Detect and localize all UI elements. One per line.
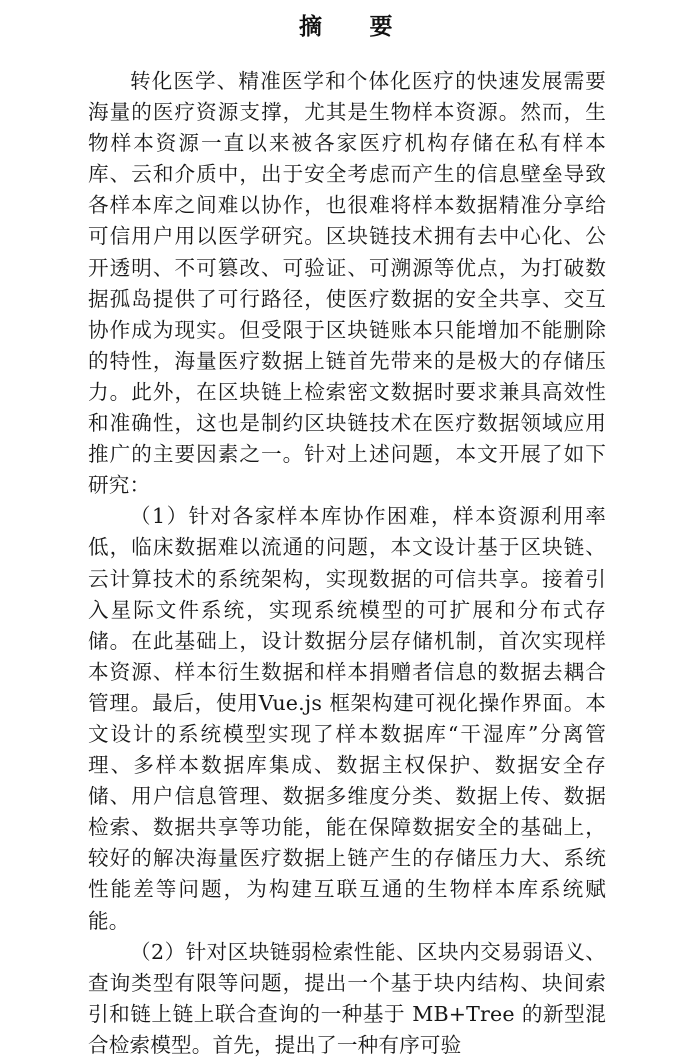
paragraph-research-item-2: （2）针对区块链弱检索性能、区块内交易弱语义、查询类型有限等问题，提出一个基于块内结构、块间索引和链上链上联合查询的一种基于 MB+Tree 的新型混合检索模型。首先，提出了一种有序可验 xyxy=(88,939,606,1057)
paragraph-research-item-1: （1）针对各家样本库协作困难，样本资源利用率低，临床数据难以流通的问题，本文设计基于区块链、云计算技术的系统架构，实现数据的可信共享。接着引入星际文件系统，实现系统模型的可扩展和分布式存储。在此基础上，设计数据分层存储机制，首次实现样本资源、样本衍生数据和样本捐赠者信息的数据去耦合管理。最后，使用Vue.js 框架构建可视化操作界面。本文设计的系统模型实现了样本数据库“干湿库”分离管理、多样本数据库集成、数据主权保护、数据安全存储、用户信息管理、数据多维度分类、数据上传、数据检索、数据共享等功能，能在保障数据安全的基础上，较好的解决海量医疗数据上链产生的存储压力大、系统性能差等问题，为构建互联互通的生物样本库系统赋能。 xyxy=(88,504,606,933)
page-title: 摘 要 xyxy=(299,13,393,40)
abstract-body xyxy=(88,66,606,1061)
paragraph-intro: 转化医学、精准医学和个体化医疗的快速发展需要海量的医疗资源支撑，尤其是生物样本资源。然而，生物样本资源一直以来被各家医疗机构存储在私有样本库、云和介质中，出于安全考虑而产生的信息壁垒导致各样本库之间难以协作，也很难将样本数据精准分享给可信用户用以医学研究。区块链技术拥有去中心化、公开透明、不可篡改、可验证、可溯源等优点，为打破数据孤岛提供了可行路径，使医疗数据的安全共享、交互协作成为现实。但受限于区块链账本只能增加不能删除的特性，海量医疗数据上链首先带来的是极大的存储压力。此外，在区块链上检索密文数据时要求兼具高效性和准确性，这也是制约区块链技术在医疗数据领域应用推广的主要因素之一。针对上述问题，本文开展了如下研究： xyxy=(88,69,606,498)
